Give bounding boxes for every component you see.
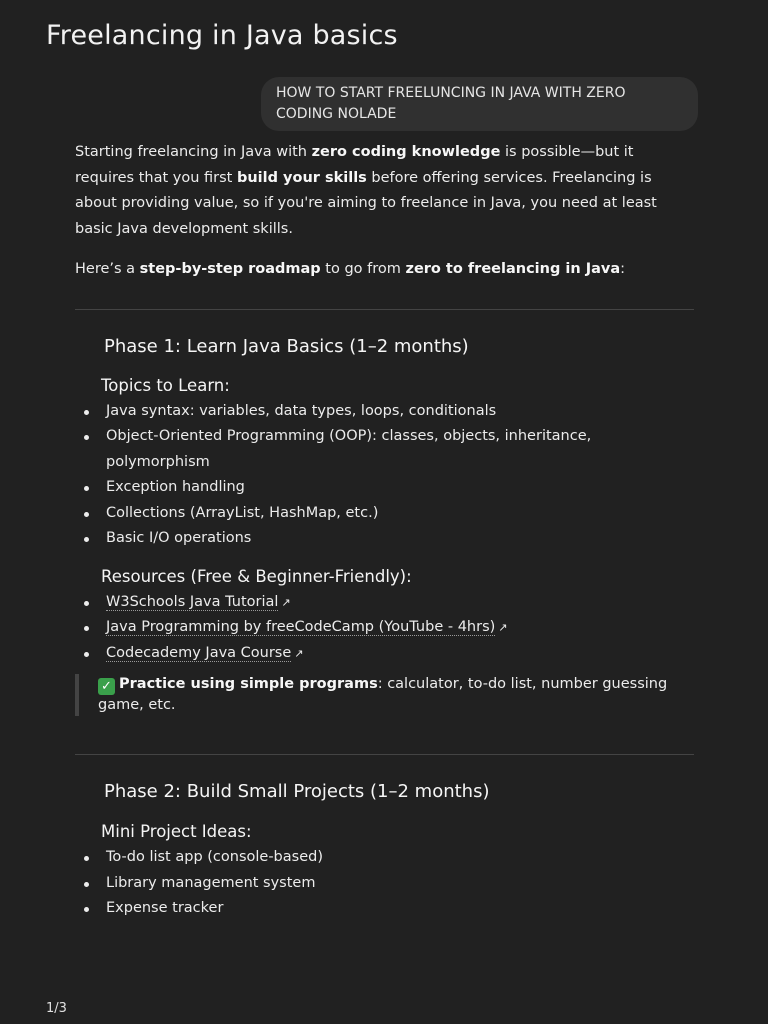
list-item: Library management system: [75, 871, 695, 897]
phase1-topics-list: [75, 399, 695, 552]
section-divider: [75, 309, 694, 310]
check-mark-icon: ✓: [98, 678, 115, 695]
phase2-title: Phase 2: Build Small Projects (1–2 months): [104, 781, 490, 802]
phase2-ideas-title: Mini Project Ideas:: [101, 822, 252, 841]
phase2-ideas-list: [75, 845, 695, 922]
list-item: Basic I/O operations: [75, 526, 695, 552]
codecademy-link[interactable]: Codecademy Java Course: [106, 644, 292, 661]
list-item: Java syntax: variables, data types, loops, conditionals: [75, 399, 695, 425]
external-link-icon: ↗: [498, 621, 508, 634]
phase1-topics-title: Topics to Learn:: [101, 375, 230, 395]
list-item: [75, 590, 695, 616]
practice-blockquote: ✓ Practice using simple programs: calculator, to-do list, number guessing game, etc.: [75, 674, 695, 716]
phase1-resources-list: [75, 590, 695, 667]
page-title: Freelancing in Java basics: [46, 20, 398, 51]
list-item: Expense tracker: [75, 896, 695, 922]
phase1-title: Phase 1: Learn Java Basics (1–2 months): [104, 335, 469, 357]
list-item: [75, 641, 695, 667]
list-item: Collections (ArrayList, HashMap, etc.): [75, 501, 695, 527]
w3schools-link[interactable]: W3Schools Java Tutorial: [106, 593, 279, 610]
roadmap-paragraph: Here’s a step-by-step roadmap to go from zero to freelancing in Java:: [75, 261, 626, 277]
list-item: [75, 615, 695, 641]
user-message-bubble: HOW TO START FREELUNCING IN JAVA WITH ZERO CODING NOLADE: [261, 77, 698, 131]
intro-paragraph: Starting freelancing in Java with zero coding knowledge is possible—but it requires that you first build your skills before offering services. Freelancing is about providing value, so if you're aiming to freelance in Java, you need at least basic Java development skills.: [75, 144, 657, 237]
section-divider: [75, 754, 694, 755]
phase1-resources-title: Resources (Free & Beginner-Friendly):: [101, 566, 412, 586]
freecodecamp-link[interactable]: Java Programming by freeCodeCamp (YouTube - 4hrs): [106, 619, 496, 635]
external-link-icon: ↗: [281, 595, 291, 609]
assistant-response: [75, 140, 695, 922]
external-link-icon: ↗: [294, 646, 304, 660]
list-item: Exception handling: [75, 475, 695, 501]
list-item: To-do list app (console-based): [75, 845, 695, 871]
page-number: 1/3: [46, 1001, 67, 1016]
list-item: Object-Oriented Programming (OOP): classes, objects, inheritance, polymorphism: [75, 424, 695, 475]
